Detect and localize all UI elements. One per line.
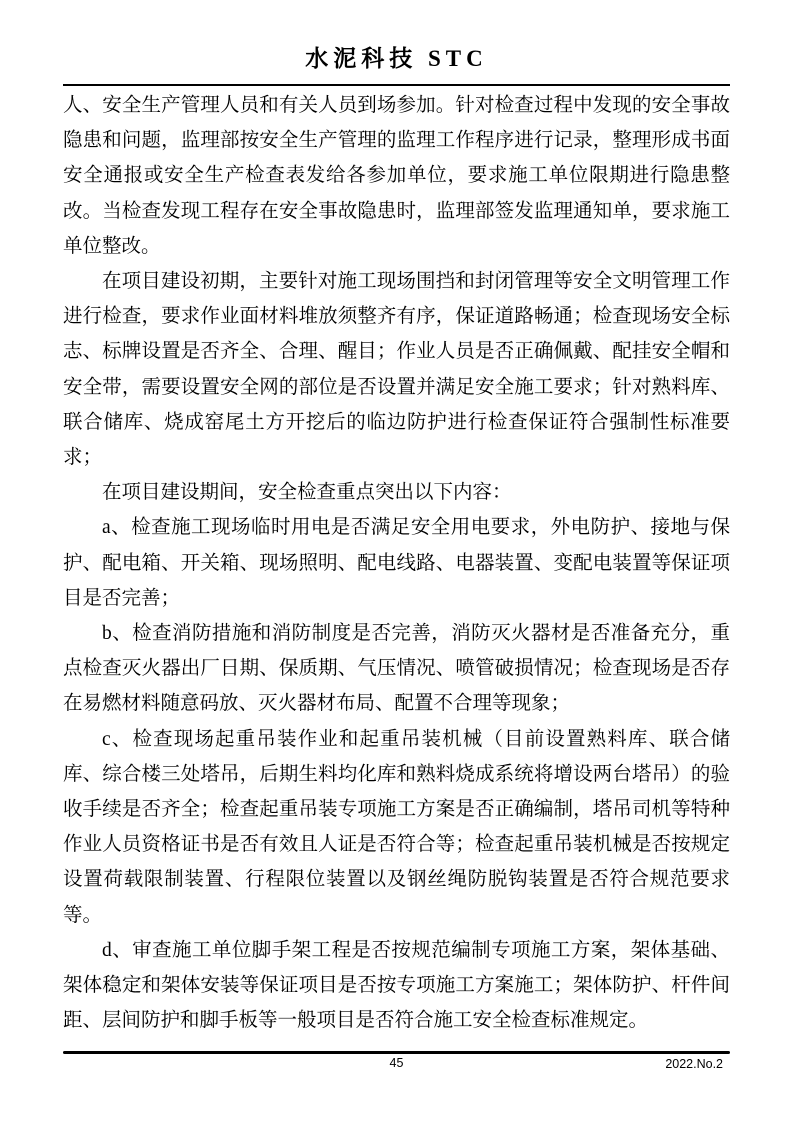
document-body bbox=[63, 88, 730, 1038]
journal-title: 水泥科技 STC bbox=[305, 46, 488, 71]
footer-divider bbox=[63, 1051, 730, 1054]
issue-label: 2022.No.2 bbox=[665, 1057, 723, 1071]
body-paragraph: b、检查消防措施和消防制度是否完善，消防灭火器材是否准备充分，重点检查灭火器出厂日期、保质期、气压情况、喷管破损情况；检查现场是否存在易燃材料随意码放、灭火器材布局、配置不合理等现象； bbox=[63, 623, 730, 715]
header-divider bbox=[63, 84, 730, 86]
body-paragraph: d、审查施工单位脚手架工程是否按规范编制专项施工方案，架体基础、架体稳定和架体安装等保证项目是否按专项施工方案施工；架体防护、杆件间距、层间防护和脚手板等一般项目是否符合施工安全检查标准规定。 bbox=[63, 939, 730, 1032]
body-paragraph: a、检查施工现场临时用电是否满足安全用电要求，外电防护、接地与保护、配电箱、开关箱、现场照明、配电线路、电器装置、变配电装置等保证项目是否完善； bbox=[63, 517, 730, 609]
page-number: 45 bbox=[389, 1056, 404, 1070]
body-paragraph: 在项目建设初期，主要针对施工现场围挡和封闭管理等安全文明管理工作进行检查，要求作业面材料堆放须整齐有序，保证道路畅通；检查现场安全标志、标牌设置是否齐全、合理、醒目；作业人员是否正确佩戴、配挂安全帽和安全带，需要设置安全网的部位是否设置并满足安全施工要求；针对熟料库、联合储库、烧成窑尾土方开挖后的临边防护进行检查保证符合强制性标准要求； bbox=[63, 271, 730, 469]
body-paragraph: 在项目建设期间，安全检查重点突出以下内容： bbox=[102, 482, 512, 504]
body-paragraph: 人、安全生产管理人员和有关人员到场参加。针对检查过程中发现的安全事故隐患和问题，监理部按安全生产管理的监理工作程序进行记录，整理形成书面安全通报或安全生产检查表发给各参加单位，要求施工单位限期进行隐患整改。当检查发现工程存在安全事故隐患时，监理部签发监理通知单，要求施工单位整改。 bbox=[63, 95, 730, 257]
body-paragraph: c、检查现场起重吊装作业和起重吊装机械（目前设置熟料库、联合储库、综合楼三处塔吊，后期生料均化库和熟料烧成系统将增设两台塔吊）的验收手续是否齐全；检查起重吊装专项施工方案是否正确编制，塔吊司机等特种作业人员资格证书是否有效且人证是否符合等；检查起重吊装机械是否按规定设置荷载限制装置、行程限位装置以及钢丝绳防脱钩装置是否符合规范要求等。 bbox=[63, 728, 730, 926]
